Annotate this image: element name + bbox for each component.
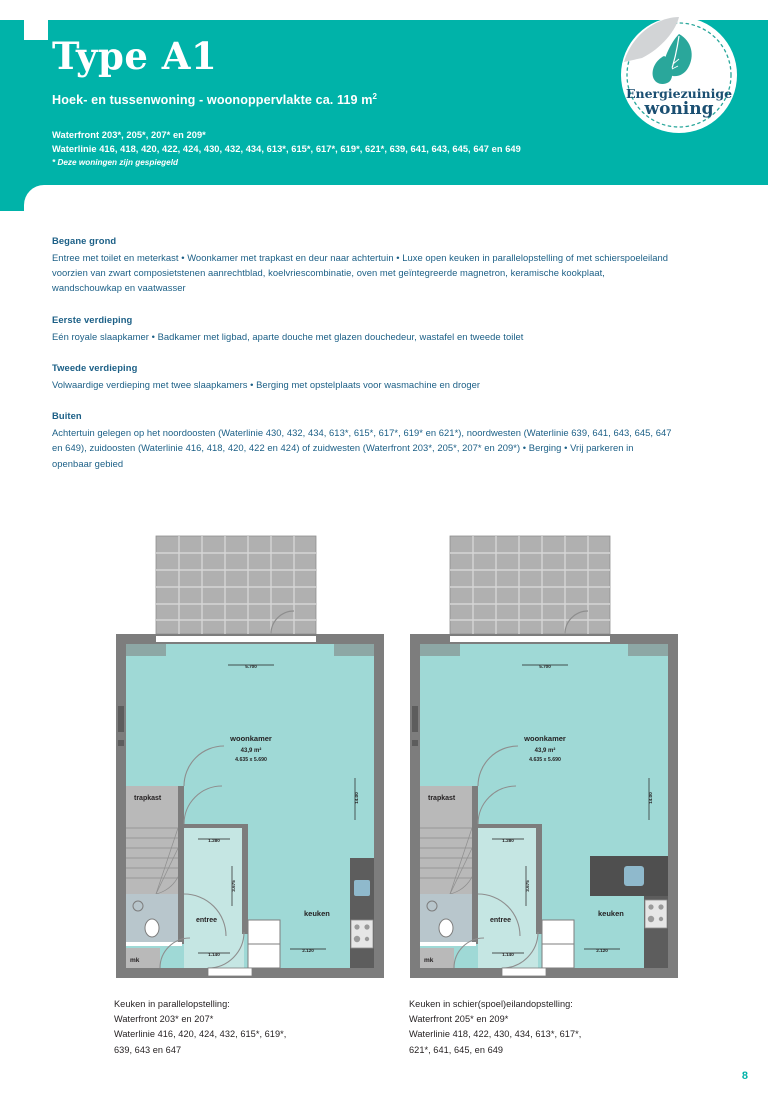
section-begane-grond [52,235,672,296]
caption-line: 639, 643 en 647 [114,1044,182,1055]
section-heading: Tweede verdieping [52,361,138,373]
caption-line: 621*, 641, 645, en 649 [409,1044,504,1055]
floorplan-island [402,528,702,978]
dim-toilet-width: 1.140 [502,952,514,957]
address-line-waterlinie: Waterlinie 416, 418, 420, 422, 424, 430, 432, 434, 613*, 615*, 617*, 619*, 621*, 639, 641, 643, 645, 647 en 649 [52,143,521,154]
dim-entree-height: 3.675 [525,880,530,892]
exterior-window-left [412,706,418,746]
address-line-waterfront: Waterfront 203*, 205*, 207* en 209* [52,130,206,141]
label-trapkast: trapkast [428,795,456,802]
dim-entree-width: 1.280 [502,838,514,843]
terrace-tiles [156,536,316,634]
sink-icon [354,880,370,896]
section-heading: Eerste verdieping [52,313,133,325]
label-woonkamer-area: 43,9 m² [534,748,556,754]
section-text: Eén royale slaapkamer • Badkamer met ligbad, aparte douche met glazen douchedeur, wastafel en tweede toilet [52,330,524,342]
front-door [208,968,252,976]
trapkast-stairs [420,786,478,894]
caption-line: Waterfront 203* en 207* [114,1014,214,1025]
subtitle-superscript: 2 [372,92,378,101]
header-content [52,34,572,169]
toilet-room [420,894,478,946]
header-corner-mask [24,20,48,40]
section-text: Entree met toilet en meterkast • Woonkamer met trapkast en deur naar achtertuin • Luxe open keuken in parallelopstelling of met schierspoeleiland voorzien van zwart composietstenen aanrechtblad, koelvriescombinatie, oven met geïntegreerde magnetron, keramische kookplaat, wandschouwkap en vaatwasser [52,252,669,294]
dim-entree-height: 3.675 [231,880,236,892]
section-text: Volwaardige verdieping met twee slaapkamers • Berging met opstelplaats voor wasmachine en droger [52,378,481,390]
section-text: Achtertuin gelegen op het noordoosten (Waterlinie 430, 432, 434, 613*, 615*, 617*, 619* en 621*), noordwesten (Waterlinie 639, 641, 643, 645, 647 en 649), zuidoosten (Waterlinie 416, 418, 420, 422 en 424) of zuidwesten (Waterfront 203*, 205*, 207* en 209*) • Berging • Vrij parkeren in openbaar gebied [52,427,672,469]
label-trapkast: trapkast [134,795,162,802]
hall-storage [248,920,280,968]
trapkast-stairs [126,786,184,894]
cooktop-icon [351,920,373,948]
exterior-window-left [118,706,124,746]
toilet-room [126,894,184,946]
label-keuken: keuken [598,909,624,918]
page-number: 8 [741,1070,748,1082]
label-woonkamer: woonkamer [230,734,272,743]
energy-efficient-badge [618,14,740,136]
dim-top-width: 5.700 [245,664,257,669]
caption-line: Waterlinie 416, 420, 424, 432, 615*, 619*, [114,1029,287,1040]
section-heading: Buiten [52,410,82,422]
dim-right-height: 14.00 [354,792,359,804]
label-entree: entree [196,917,218,924]
page-subtitle [52,92,572,107]
caption-parallel [114,997,404,1058]
badge-line-2: woning [644,99,714,119]
meterkast [420,948,454,968]
caption-line: Keuken in schier(spoel)eilandopstelling: [409,999,573,1009]
dim-entree-width: 1.280 [208,838,220,843]
section-buiten [52,410,672,471]
section-heading: Begane grond [52,235,117,246]
cooktop-icon [645,900,667,928]
dim-keuken-width: 2.120 [596,948,608,953]
caption-line: Waterlinie 418, 422, 430, 434, 613*, 617*, [409,1029,582,1040]
header-bottom-notch [0,185,768,211]
subtitle-text: Hoek- en tussenwoning - woonoppervlakte ca. 119 m [52,93,373,108]
label-woonkamer-area: 43,9 m² [240,748,262,754]
page-title: Type A1 [52,34,218,78]
terrace-doors [450,636,610,642]
description-body [52,235,672,489]
label-keuken: keuken [304,909,330,918]
dim-top-width: 5.700 [539,664,551,669]
label-woonkamer-dim: 4.635 x 5.690 [529,757,561,763]
sink-icon [624,866,644,886]
badge-line-1: Energiezuinige [625,86,733,101]
floorplan-parallel [108,528,408,978]
label-meterkast: mk [130,957,140,964]
label-entree: entree [490,917,512,924]
terrace-doors [156,636,316,642]
label-woonkamer: woonkamer [524,734,566,743]
caption-line: Keuken in parallelopstelling: [114,999,230,1009]
meterkast [126,948,160,968]
hall-storage [542,920,574,968]
dim-right-height: 14.00 [648,792,653,804]
floorplan-container [0,528,768,983]
address-footnote: * Deze woningen zijn gespiegeld [52,158,179,168]
section-tweede-verdieping [52,362,672,392]
dim-toilet-width: 1.140 [208,952,220,957]
terrace-tiles [450,536,610,634]
section-eerste-verdieping [52,314,672,344]
front-door [502,968,546,976]
label-meterkast: mk [424,957,434,964]
label-woonkamer-dim: 4.635 x 5.690 [235,757,267,763]
caption-island [409,997,699,1058]
address-block [52,129,572,169]
dim-keuken-width: 2.120 [302,948,314,953]
caption-line: Waterfront 205* en 209* [409,1014,509,1025]
